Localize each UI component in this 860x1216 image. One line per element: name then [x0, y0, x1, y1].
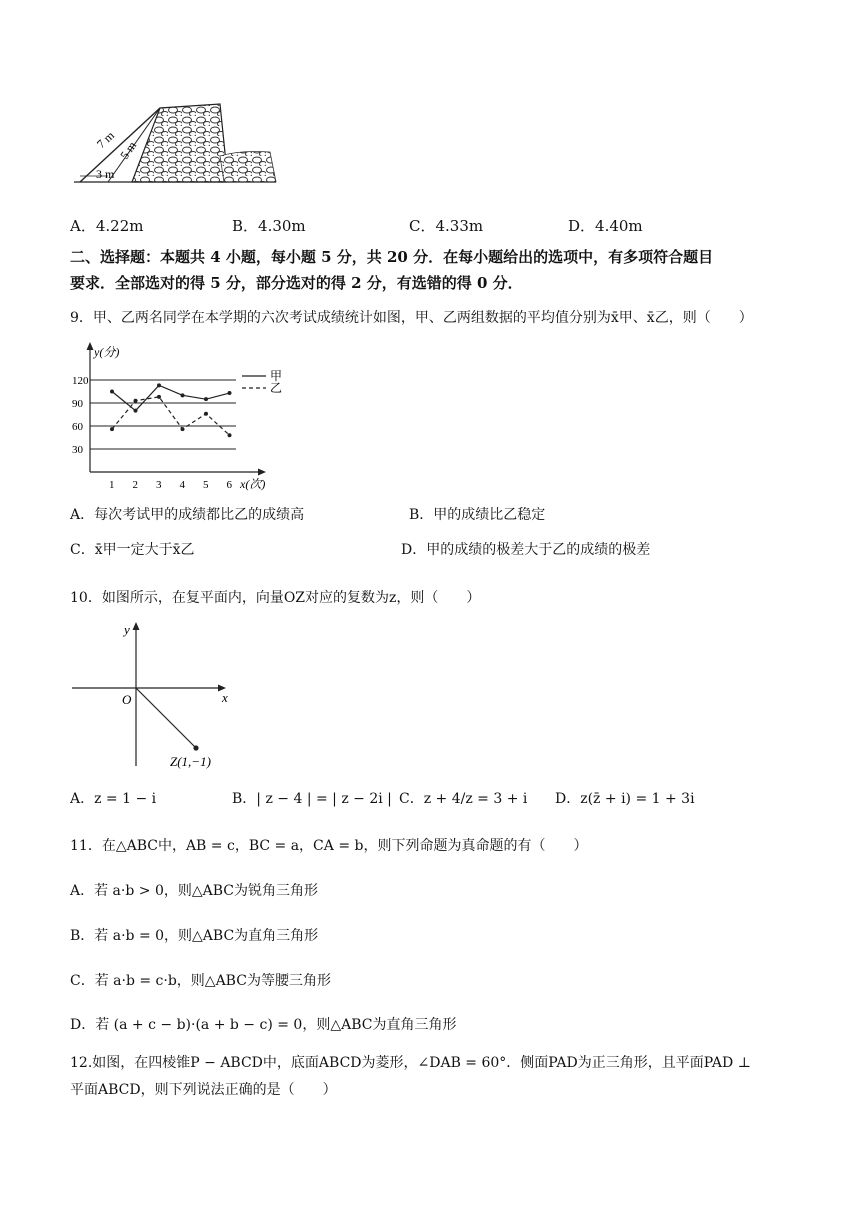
q10-option-c[interactable]: C．z + 4/z = 3 + i — [399, 791, 528, 807]
q9-option-d[interactable]: D．甲的成绩的极差大于乙的成绩的极差 — [401, 542, 651, 558]
y-tick-label: 60 — [72, 421, 83, 433]
point-z — [193, 745, 198, 750]
q8-option-d[interactable]: D．4.40m — [568, 217, 643, 235]
q9-option-a[interactable]: A．每次考试甲的成绩都比乙的成绩高 — [70, 507, 305, 523]
q8-option-a[interactable]: A．4.22m — [70, 217, 144, 235]
vector-oz — [136, 688, 196, 748]
data-point-乙 — [228, 433, 232, 437]
data-point-乙 — [157, 395, 161, 399]
data-point-甲 — [110, 390, 114, 394]
section2-heading-line2: 要求．全部选对的得 5 分，部分选对的得 2 分，有选错的得 0 分． — [70, 274, 523, 292]
section2-heading-line1: 二、选择题：本题共 4 小题，每小题 5 分，共 20 分．在每小题给出的选项中，有多项符合题目 — [70, 248, 714, 266]
legend-label-jia: 甲 — [270, 369, 283, 383]
x-axis-label: x(次) — [240, 477, 266, 491]
label-7m: 7 m — [94, 128, 117, 152]
embankment-figure — [70, 96, 280, 191]
q10-stem: 10．如图所示，在复平面内，向量OZ对应的复数为z，则（ ） — [70, 590, 481, 606]
data-point-甲 — [204, 397, 208, 401]
data-point-甲 — [228, 391, 232, 395]
data-point-甲 — [157, 383, 161, 387]
q11-option-a[interactable]: A．若 a·b > 0，则△ABC为锐角三角形 — [70, 883, 318, 899]
origin-label: O — [122, 692, 132, 707]
q9-line-chart — [70, 338, 300, 498]
y-tick-label: 120 — [72, 375, 89, 387]
q8-option-c[interactable]: C．4.33m — [409, 217, 484, 235]
q10-option-a[interactable]: A．z = 1 − i — [70, 791, 157, 807]
data-point-乙 — [204, 412, 208, 416]
y-axis-arrow — [87, 342, 94, 350]
x-label: x — [222, 690, 228, 705]
q11-option-b[interactable]: B．若 a·b = 0，则△ABC为直角三角形 — [70, 928, 319, 944]
legend-label-yi: 乙 — [270, 381, 283, 395]
q9-stem: 9．甲、乙两名同学在本学期的六次考试成绩统计如图，甲、乙两组数据的平均值分别为x̄甲、x̄乙，则（ ） — [70, 310, 753, 326]
y-tick-label: 90 — [72, 398, 83, 410]
data-point-乙 — [134, 399, 138, 403]
complex-plane-figure — [70, 616, 240, 772]
label-5m: 5 m — [117, 138, 140, 162]
data-point-甲 — [181, 393, 185, 397]
x-axis-arrow — [258, 469, 266, 476]
data-point-甲 — [134, 409, 138, 413]
y-tick-label: 30 — [72, 444, 83, 456]
q8-option-b[interactable]: B．4.30m — [232, 217, 306, 235]
q10-option-d[interactable]: D．z(z̄ + i) = 1 + 3i — [555, 791, 695, 807]
q11-stem: 11．在△ABC中，AB = c，BC = a，CA = b，则下列命题为真命题的有（ ） — [70, 838, 588, 854]
x-tick-label: 5 — [203, 479, 209, 491]
y-axis-arrow — [133, 622, 140, 630]
data-point-乙 — [181, 427, 185, 431]
x-tick-label: 4 — [179, 479, 185, 491]
label-3m: 3 m — [96, 167, 115, 181]
q12-stem-line2: 平面ABCD，则下列说法正确的是（ ） — [70, 1082, 337, 1098]
q9-option-b[interactable]: B．甲的成绩比乙稳定 — [409, 507, 546, 523]
data-point-乙 — [110, 427, 114, 431]
q11-option-d[interactable]: D．若 (a + c − b)·(a + b − c) = 0，则△ABC为直角三角形 — [70, 1017, 457, 1033]
x-tick-label: 3 — [156, 479, 162, 491]
q9-option-c[interactable]: C．x̄甲一定大于x̄乙 — [70, 542, 195, 558]
q11-option-c[interactable]: C．若 a·b = c·b，则△ABC为等腰三角形 — [70, 973, 331, 989]
y-label: y — [124, 622, 130, 637]
z-label: Z(1,−1) — [170, 754, 211, 769]
q12-stem-line1: 12.如图，在四棱锥P − ABCD中，底面ABCD为菱形，∠DAB = 60°．侧面PAD为正三角形，且平面PAD ⊥ — [70, 1055, 751, 1071]
y-axis-label: y(分) — [94, 345, 120, 359]
q10-option-b[interactable]: B．| z − 4 | = | z − 2i | — [232, 791, 392, 807]
x-tick-label: 1 — [109, 479, 115, 491]
x-tick-label: 2 — [132, 479, 138, 491]
x-tick-label: 6 — [226, 479, 232, 491]
